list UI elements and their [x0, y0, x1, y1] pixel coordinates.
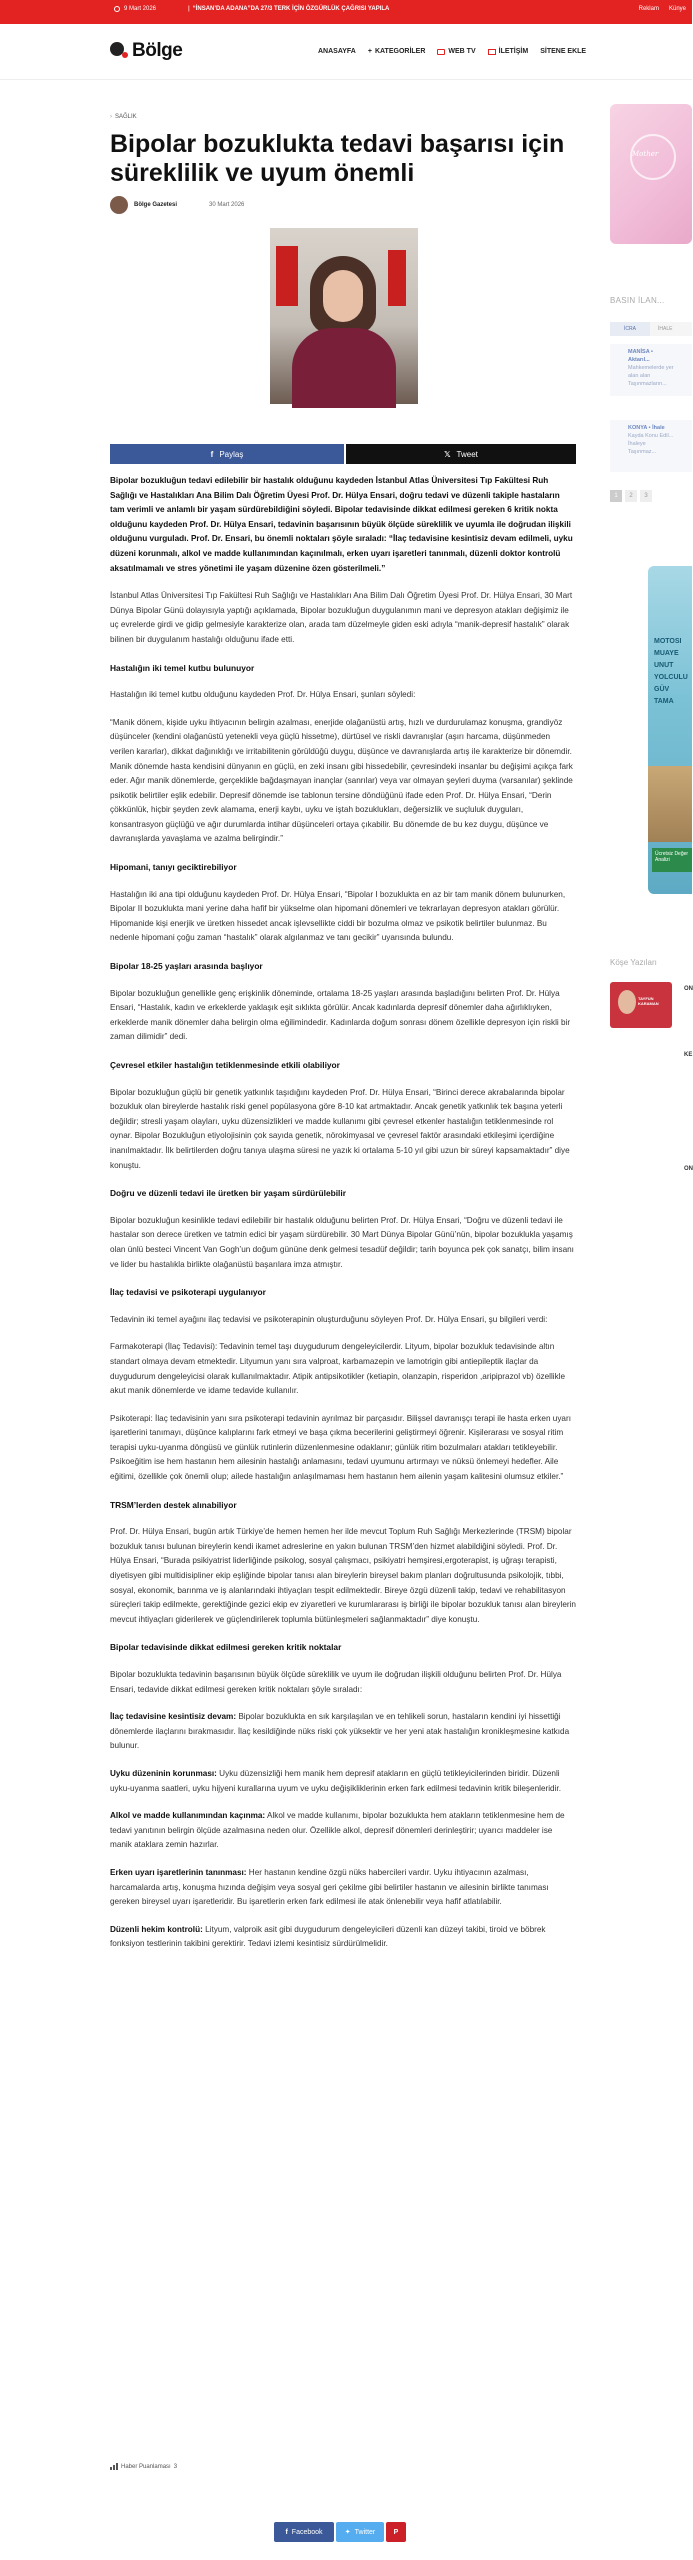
nav-webtv-label: WEB TV [448, 48, 476, 55]
bullet-text: Alkol ve madde kullanımı, bipolar bozuklukta hem atakların tetiklenmesine hem de tedavi yanıtının belirgin ölçüde azalmasına neden olur. Özellikle alkol, depresif dönemleri derinleştirir; uyarıcı maddeler ise manik ataklara zemin hazırlar. [110, 1811, 565, 1850]
pinterest-icon: P [393, 2528, 399, 2536]
sidebar-section-title: BASIN İLAN... [610, 296, 665, 305]
nav-webtv[interactable] [437, 48, 475, 55]
sidebar-ad-banner[interactable] [610, 104, 692, 244]
bullet-title: Erken uyarı işaretlerinin tanınması: [110, 1867, 247, 1877]
pager-page-3[interactable]: 3 [640, 490, 652, 502]
paragraph: Bipolar bozukluğun güçlü bir genetik yatkınlık taşıdığını kaydeden Prof. Dr. Hülya Ensari, “Birinci derece akrabalarında bipolar bozukluk olan bireylerde hastalık riski genel popülasyona göre 8-10 kat artmaktadır. Ancak genetik yatkınlık tek başına yeterli değildir; stresli yaşam olayları, uyku düzensizlikleri ve madde kullanımı gibi çevresel etkenler hastalığın tetiklenmesinde rol oynar. Bipolar Bozukluğun etiyolojisinin çok sayıda genetik, nörokimyasal ve çevresel faktör arasındaki etkileşimi içerdiğine inanılmaktadır. İlk belirtilerden doğru tanıya ulaşma süresi ne yazık ki ortalama 5-10 yıl gibi uzun bir süreyi kapsamaktadır” diye konuştu. [110, 1087, 570, 1170]
paragraph: Bipolar bozukluğun genellikle genç erişkinlik döneminde, ortalama 18-25 yaşları arasında başladığını belirten Prof. Dr. Hülya Ensari, “Hastalık, kadın ve erkeklerde yaklaşık eşit sıklıkta görülür. Ancak kadınlarda depresif dönemler daha ağırlıklıyken, erkeklerde manik dönemler daha belirgin olma eğilimindedir. Kadınlarda doğum sonrası dönem özellikle depresyon için riskli bir zaman dilimidir” dedi. [110, 988, 571, 1042]
bullet-text: Her hastanın kendine özgü nüks habercileri vardır. Uyku ihtiyacının azalması, harcamalarda artış, konuşma hızında değişim veya sosyal geri çekilme gibi belirtiler hastanın ve ailesinin birlikte tanıması gereken bireysel uyarı işaretleridir. Bu işaretlerin erken fark edilmesi ile atak önlenebilir veya hafif atlatılabilir. [110, 1867, 549, 1907]
ad2-text [654, 636, 688, 708]
bullet-paragraph [110, 1767, 576, 1796]
top-links [639, 6, 686, 12]
pager-page-2[interactable]: 2 [625, 490, 637, 502]
breadcrumb [110, 114, 137, 120]
chevron-right-icon: › [110, 114, 112, 120]
bottom-share-pinterest-button[interactable] [386, 2522, 406, 2542]
nav-contact[interactable] [488, 48, 529, 55]
ad2-line: UNUT [654, 662, 674, 669]
twitter-icon: ✦ [344, 2529, 351, 2536]
share-twitter-label: Tweet [456, 449, 478, 459]
ad2-image [648, 766, 692, 842]
columnist-item[interactable]: KE [684, 1052, 693, 1058]
bullet-paragraph [110, 1923, 576, 1952]
paragraph: Hastalığın iki ana tipi olduğunu kaydeden Prof. Dr. Hülya Ensari, “Bipolar I bozuklukta en az bir tam manik dönem bulunurken, Bipolar II bozuklukta mani yerine daha hafif bir yükselme olan hipomani dönemleri ve tekrarlayan depresyon atakları görülür. Hipomanide kişi enerjik ve üretken hissedet ancak işlevsellikte ciddi bir bozulma olmaz ve psikotik belirtiler bulunmaz. Bu nedenle hipomani çoğu zaman “hastalık” olarak algılanmaz ve tanı gecikir” uyarısında bulundu. [110, 889, 566, 943]
bullet-title: Uyku düzeninin korunması: [110, 1768, 217, 1778]
bullet-text: Uyku düzensizliği hem manik hem depresif atakların en güçlü tetikleyicilerinden biridir. Düzenli uyku-uyanma saatleri, uyku hijyeni kurallarına uyum ve uyku değişikliklerinin erken fark edilmesi tedavinin kritik bileşenleridir. [110, 1768, 561, 1793]
rating-count: 3 [173, 2463, 178, 2470]
site-logo[interactable] [110, 40, 182, 62]
nav-add-site[interactable]: SİTENE EKLE [540, 48, 587, 55]
site-header [0, 24, 692, 80]
current-date [114, 6, 156, 12]
bullet-title: Alkol ve madde kullanımından kaçınma: [110, 1811, 266, 1821]
share-facebook-label: Paylaş [219, 449, 244, 459]
article-image [270, 228, 418, 404]
paragraph: Hastalığın iki temel kutbu olduğunu kaydeden Prof. Dr. Hülya Ensari, şunları söyledi: [110, 690, 416, 700]
subheading: Bipolar 18-25 yaşları arasında başlıyor [110, 961, 263, 972]
sidebar-vertical-ad[interactable] [648, 566, 692, 894]
nav-home[interactable]: ANASAYFA [318, 48, 356, 55]
signal-bars-icon [110, 2463, 118, 2470]
link-imprint[interactable]: Künye [668, 6, 686, 12]
columnist-name: TAYFUN KARAMAN [638, 996, 659, 1006]
logo-mark-icon [110, 40, 132, 62]
paragraph: Prof. Dr. Hülya Ensari, bugün artık Türkiye’de hemen hemen her ilde mevcut Toplum Ruh Sağlığı Merkezlerinde (TRSM) bipolar bozukluk tanısı bulunan bireylerin kendi ikamet adreslerine en yakın bulunan TRSM’den hizmet alabildiğini söyledi. Prof. Dr. Hülya Ensari, “Burada psikiyatrist liderliğinde psikolog, sosyal çalışmacı, psikiyatri hemşiresi,ergoterapist, iş uğraşı terapisti, diyetisyen gibi multidisipliner ekip eşliğinde bipolar tanısı alan bireylerin bireysel bakım planları doğrultusunda psikolojik, tıbbi, sosyal, ekonomik, barınma ve iş alanlarındaki ihtiyaçları tespit edilmektedir. Bireye özgü düzenli takip, tedavi ve rehabilitasyon süreçleri takip edilmekte, gerektiğinde gezici ekip ev ziyaretleri ve kurumlararası iş birliği ile bipolar bozukluk tanısı alan bireylerin mevcut ihtiyaçları giderilerek ve güçlendirilerek toplumla bütünleşmeleri sağlanmaktadır” diye konuştu. [110, 1527, 576, 1624]
paragraph: Farmakoterapi (İlaç Tedavisi): Tedavinin temel taşı duygudurum dengeleyicilerdir. Lityum, bipolar bozukluk tedavisinde altın standart olmaya devam etmektedir. Lityumun yanı sıra valproat, karbamazepin ve lamotrigin gibi antiepileptik ilaçlar da duygudurum dengeleyicisi olarak kullanılmaktadır. Atipik antipsikotikler (ketiapin, olanzapin, risperidon ,aripiprazol vb) özellikle akut manik dönemlerde ve idame tedavide kullanılır. [110, 1342, 566, 1396]
tab-icra[interactable]: İCRA [610, 322, 650, 336]
news-item-head: KONYA • İhale [628, 425, 665, 431]
subheading: Hipomani, tanıyı geciktirebiliyor [110, 862, 237, 873]
page-title: Bipolar bozuklukta tedavi başarısı için süreklilik ve uyum önemli [110, 130, 565, 187]
bullet-title: Düzenli hekim kontrolü: [110, 1924, 203, 1934]
article-body [110, 474, 576, 1965]
article-rating [110, 2463, 177, 2470]
tab-ihale[interactable]: İHALE [658, 326, 673, 332]
ad2-line: GÜV [654, 686, 670, 693]
paragraph: Tedavinin iki temel ayağını ilaç tedavisi ve psikoterapinin oluşturduğunu söyleyen Prof. Dr. Hülya Ensari, şu bilgileri verdi: [110, 1314, 548, 1324]
ad2-line: YOLCULU [654, 674, 688, 681]
paragraph: İstanbul Atlas Üniversitesi Tıp Fakültesi Ruh Sağlığı ve Hastalıkları Ana Bilim Dalı Öğretim Üyesi Prof. Dr. Hülya Ensari, 30 Mart Dünya Bipolar Günü dolayısıyla yaptığı açıklamada, Bipolar bozukluğun duygulanımın mani ve depresyon atakları değişimiz ile uç evrelerde girdi ve gidip gelmesiyle karakterize olan, arada tam düzelmeyle giden eski adıyla “manik-depresif hastalık” olarak bilinen bir duygulanım hastalığı olduğunu ifade etti. [110, 591, 573, 644]
x-icon: 𝕏 [444, 449, 451, 459]
mail-icon [488, 49, 496, 55]
paragraph: Bipolar bozukluğun kesinlikle tedavi edilebilir bir hastalık olduğunu belirten Prof. Dr. Hülya Ensari, “Doğru ve düzenli tedavi ile hastalar son derece üretken ve tatmin edici bir yaşam sürdürebilir. 30 Mart Dünya Bipolar Günü’nün, bipolar bozuklukla yaşamış olan ünlü besteci Vincent Van Gogh’un doğum gününe denk gelmesi tesadüf değildir; tarih boyunca pek çok sanatçı, bilim insanı ve lider bu hastalıkla birlikte olağanüstü başarılara imza atmıştır. [110, 1215, 574, 1269]
subheading: TRSM’lerden destek alınabiliyor [110, 1499, 237, 1510]
ticker-divider-icon: | [188, 6, 190, 12]
bottom-share-twitter-label: Twitter [354, 2528, 376, 2536]
article-lead: Bipolar bozukluğun tedavi edilebilir bir hastalık olduğunu kaydeden İstanbul Atlas Üniversitesi Tıp Fakültesi Ruh Sağlığı ve Hastalıkları Ana Bilim Dalı Öğretim Üyesi Prof. Dr. Hülya Ensari, doğru tedavi ve düzenli takiple hastaların tam verimli ve anlamlı bir yaşam sürdürebildiğini söyledi. Bipolar tedavisinde dikkat edilmesi gereken 6 kritik nokta olduğunu kaydeden Prof. Dr. Hülya Ensari, tedavinin başarısının büyük ölçüde süreklilik ve uyumla ile doğrudan ilişkili olduğunu vurguladı. Prof. Dr. Ensari, bu önemli noktaları şöyle sıraladı: “İlaç tedavisine kesintisiz devam edilmeli, uyku düzeni korunmalı, alkol ve madde kullanımından kaçınılmalı, erken uyarı işaretleri tanınmalı, düzenli doktor kontrolü aksatılmamalı ve stres yönetimi ile yaşam düzenine özen gösterilmeli.” [110, 476, 573, 573]
columnist-thumbnail[interactable] [610, 982, 672, 1028]
ad2-line: MOTOSI [654, 638, 682, 645]
ad2-line: TAMA [654, 698, 674, 705]
columnist-photo [618, 990, 636, 1014]
ad2-line: MUAYE [654, 650, 679, 657]
date-text: 9 Mart 2026 [124, 6, 157, 12]
rating-label: Haber Puanlaması [121, 2463, 171, 2470]
bullet-text: Lityum, valproik asit gibi duygudurum dengeleyicileri düzenli kan düzeyi takibi, tiroid ve böbrek fonksiyon testlerinin takibini gerektirir. Tedavi izlemi kesintisiz sürdürülmelidir. [110, 1924, 546, 1949]
bottom-share-facebook-label: Facebook [291, 2528, 323, 2536]
ad-text: Mother [632, 150, 659, 158]
columnist-item[interactable]: ON [684, 1166, 693, 1172]
bullet-paragraph [110, 1866, 576, 1910]
facebook-icon: f [210, 449, 214, 459]
main-nav [318, 48, 586, 55]
nav-categories[interactable] [368, 48, 426, 55]
nav-contact-label: İLETİŞİM [498, 48, 529, 55]
pager-page-1[interactable]: 1 [610, 490, 622, 502]
subheading: İlaç tedavisi ve psikoterapi uygulanıyor [110, 1287, 266, 1298]
share-facebook-button[interactable] [110, 444, 344, 464]
top-bar [0, 0, 692, 24]
columnist-item[interactable]: ON [684, 986, 693, 992]
subheading: Çevresel etkiler hastalığın tetiklenmesinde etkili olabiliyor [110, 1060, 340, 1070]
bullet-paragraph [110, 1809, 576, 1853]
clock-icon [114, 6, 120, 12]
bottom-share-facebook-button[interactable] [274, 2522, 334, 2542]
sidebar-news-item[interactable] [610, 344, 692, 396]
ticker-text[interactable]: “İNSAN’DA ADANA”DA 27/3 TERK İÇİN ÖZGÜRLÜK ÇAĞRISI YAPILA [192, 6, 390, 12]
bottom-share-twitter-button[interactable] [336, 2522, 384, 2542]
news-ticker[interactable] [188, 6, 389, 12]
ad2-tag: Ücretsiz Değer Analizi [652, 848, 692, 872]
share-twitter-button[interactable] [346, 444, 576, 464]
category-link[interactable]: SAĞLIK [115, 114, 137, 120]
sidebar-tabs [610, 322, 692, 336]
facebook-icon: f [285, 2528, 288, 2536]
plus-icon: + [367, 48, 372, 55]
subheading: Hastalığın iki temel kutbu bulunuyor [110, 662, 255, 673]
author-name[interactable]: Bölge Gazetesi [134, 202, 178, 208]
logo-text: Bölge [132, 40, 183, 61]
paragraph: “Manik dönem, kişide uyku ihtiyacının belirgin azalması, enerjide olağanüstü artış, hızlı ve durdurulamaz konuşma, grandiyöz düşünceler (kendini olağanüstü yetenekli veya güçlü hissetme), dürtüsel ve riskli davranışlar (aşırı harcama, düşünmeden verilen kararlar), dikkat dağınıklığı ve irritabilitenin görüldüğü duygu, düşünce ve davranışlarda artış ile karakterize bir dönemdir. Manik dönemde hasta kendisini dünyanın en güçlü, en zeki insanı gibi hissedebilir, çevresindeki insanlar bu değişimi açıkça fark eder. Ağır manik dönemlerde, gerçeklikle bağdaşmayan inançlar (sanrılar) veya var olmayan şeyleri duyma (varsanılar) şeklinde psikotik belirtiler eşlik edebilir. Depresif dönemde ise tablonun tersine döndüğünü ifade eden Prof. Dr. Hülya Ensari, “Derin çökkünlük, hiçbir şeyden zevk alamama, enerji kaybı, uyku ve iştah bozuklukları, değersizlik ve suçluluk duyguları, konsantrasyon güçlüğü ve ağır durumlarda intihar düşünceleri ortaya çıkabilir. Bu dönemde de bu kez duygu, düşünce ve davranışlarda yavaşlama ve azalma belirgindir.” [110, 717, 573, 844]
link-ads[interactable]: Reklam [638, 6, 659, 12]
publish-date: 30 Mart 2026 [209, 202, 245, 208]
subheading: Doğru ve düzenli tedavi ile üretken bir yaşam sürdürülebilir [110, 1188, 346, 1199]
avatar [110, 196, 128, 214]
sidebar-news-item[interactable] [610, 420, 692, 472]
nav-categories-label: KATEGORİLER [374, 48, 426, 55]
news-item-text: Mahkemelerde yer alan alan Taşınmazların... [628, 365, 674, 387]
news-item-head: MANİSA • Aktarıl... [628, 349, 653, 363]
sidebar-pager [610, 490, 652, 502]
bullet-title: İlaç tedavisine kesintisiz devam: [110, 1712, 237, 1722]
paragraph: Bipolar bozuklukta tedavinin başarısının büyük ölçüde süreklilik ve uyum ile doğrudan ilişkili olduğunu belirten Prof. Dr. Hülya Ensari, tedavide dikkat edilmesi gereken kritik noktaları şöyle sıraladı: [110, 1670, 562, 1694]
bullet-paragraph [110, 1710, 576, 1754]
bullet-text: Bipolar bozuklukta en sık karşılaşılan ve en tehlikeli sorun, hastaların kendini iyi hissettiği dönemlerde ilaçlarını bırakmasıdır. İlaç kesildiğinde nüks riski çok yüksektir ve her yeni atak hastalığın kronikleşmesine katkıda bulunur. [110, 1712, 570, 1751]
paragraph: Psikoterapi: İlaç tedavisinin yanı sıra psikoterapi tedavinin ayrılmaz bir parçasıdır. Bilişsel davranışçı terapi ile hasta erken uyarı işaretlerini tanımayı, düşünce kalıplarını fark etmeyi ve başa çıkma becerilerini geliştirmeyi öğrenir. Kişilerarası ve sosyal ritim terapisi uyku-uyanma döngüsü ve günlük rutinlerin düzenlenmesine odaklanır; günlük ritim bozulmaları atakları tetikleyebilir. Psikoeğitim ise hem hastanın hem ailesinin hastalığı anlamasını, tedavi uyumunu artırmayı ve nüksü önlemeyi hedefler. Aile eğitimi, özellikle çok önemli olup; ailede hastalığın anlaşılmaması hem hastanın hem ailenin yaşam kalitesini olumsuz etkiler.” [110, 1413, 571, 1482]
author-info [110, 196, 244, 214]
news-item-text: Kayda Konu Edil... İhaleye Taşınmaz... [628, 433, 674, 455]
subheading: Bipolar tedavisinde dikkat edilmesi gereken kritik noktalar [110, 1642, 342, 1653]
columnists-title: Köşe Yazıları [610, 958, 657, 967]
tv-icon [437, 49, 445, 55]
